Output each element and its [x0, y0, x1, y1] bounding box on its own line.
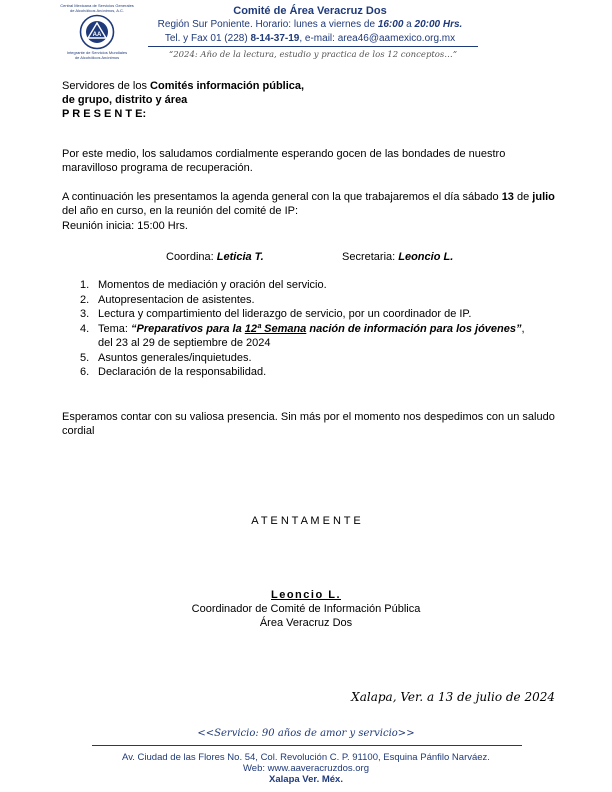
- footer-address: Av. Ciudad de las Flores No. 54, Col. Revolución C. P. 91100, Esquina Pánfilo Narváez.: [122, 752, 490, 763]
- recipient-block: [62, 79, 482, 121]
- agenda-item: [80, 307, 550, 322]
- agenda-number: 1.: [80, 279, 90, 291]
- logo-lower-line-2: de Alcohólicos Anónimos: [74, 55, 120, 60]
- recipient-prefix: Servidores de los: [62, 80, 151, 92]
- agenda-text: Asuntos generales/inquietudes.: [98, 351, 252, 364]
- schedule-from: 16:00: [377, 19, 404, 30]
- phone-prefix: Tel. y Fax 01 (228): [164, 33, 251, 44]
- secretary-name: Leoncio L.: [398, 251, 454, 263]
- intro-paragraph: Por este medio, los saludamos cordialmente esperando gocen de las bondades de nuestro maravilloso programa de recuperación.: [62, 148, 506, 174]
- meeting-start: Reunión inicia: 15:00 Hrs.: [62, 220, 188, 232]
- signer-name: Leoncio L.: [271, 589, 341, 601]
- agenda-item: [80, 322, 550, 351]
- schedule-prefix: Región Sur Poniente. Horario: lunes a viernes de: [157, 19, 378, 30]
- agenda-topic-week: 12ª Semana: [244, 322, 307, 335]
- letterhead: [140, 4, 480, 46]
- coordinator: [166, 250, 264, 264]
- meeting-month: julio: [532, 191, 555, 203]
- agenda-text: Declaración de la responsabilidad.: [98, 366, 267, 378]
- committee-title: Comité de Área Veracruz Dos: [233, 5, 387, 17]
- agenda-topic-b: nación de información para los jóvenes”: [306, 322, 522, 335]
- footer-rule: [92, 745, 522, 746]
- footer-block: [60, 752, 552, 785]
- closing-paragraph: Esperamos contar con su valiosa presencia. Sin más por el momento nos despedimos con un saludo cordial: [62, 411, 555, 437]
- meeting-day: 13: [501, 191, 514, 203]
- signature-block: [0, 588, 612, 630]
- agenda-topic-a: “Preparativos para la: [131, 322, 245, 335]
- place-date: Xalapa, Ver. a 13 de julio de 2024: [351, 690, 555, 704]
- footer-city: Xalapa Ver. Méx.: [269, 774, 343, 785]
- aa-logo-icon: [79, 14, 115, 50]
- email: , e-mail: area46@aamexico.org.mx: [299, 33, 456, 44]
- org-name-line-2: de Alcohólicos Anónimos, A.C.: [69, 8, 125, 13]
- atentamente: A T E N T A M E N T E: [251, 515, 361, 527]
- logo-lower-line-1: Integrante de Servicios Mundiales: [66, 50, 128, 55]
- agenda-number: 5.: [80, 351, 90, 364]
- agenda-topic-dates: del 23 al 29 de septiembre de 2024: [98, 337, 271, 349]
- recipient-line-2: de grupo, distrito y área: [62, 94, 188, 106]
- agenda-intro-paragraph: [62, 190, 557, 218]
- secretary: [342, 250, 453, 264]
- agenda-item: [80, 278, 550, 293]
- agenda-number: 3.: [80, 308, 90, 320]
- header-rule: [148, 46, 478, 47]
- agenda-text: Momentos de mediación y oración del servicio.: [98, 279, 327, 291]
- agenda-topic-suffix: ,: [521, 322, 525, 335]
- agenda-list: [80, 278, 550, 380]
- secretary-label: Secretaria:: [342, 251, 399, 263]
- agenda-intro-b: de: [513, 191, 533, 203]
- svg-text:AA: AA: [92, 32, 102, 38]
- coordinator-name: Leticia T.: [216, 251, 264, 263]
- signer-role: Coordinador de Comité de Información Pública: [191, 603, 421, 615]
- presente: P R E S E N T E:: [62, 108, 147, 120]
- footer-web: Web: www.aaveracruzdos.org: [242, 763, 370, 774]
- service-slogan: <<Servicio: 90 años de amor y servicio>>: [197, 728, 415, 739]
- recipient-line-1: [62, 79, 482, 93]
- agenda-number: 4.: [80, 322, 90, 335]
- schedule-to: 20:00 Hrs.: [414, 19, 463, 30]
- agenda-item: [80, 351, 550, 366]
- agenda-text: Lectura y compartimiento del liderazgo de servicio, por un coordinador de IP.: [98, 308, 472, 320]
- coordinator-label: Coordina:: [166, 251, 217, 263]
- recipient-committees: Comités información pública,: [150, 80, 305, 92]
- signer-area: Área Veracruz Dos: [259, 617, 353, 629]
- agenda-intro-c: del año en curso, en la reunión del comité de IP:: [62, 205, 299, 217]
- agenda-intro-a: A continuación les presentamos la agenda general con la que trabajaremos el día sábado: [62, 191, 502, 203]
- contact-line: [140, 32, 480, 46]
- agenda-topic-label: Tema:: [98, 322, 132, 335]
- phone-number: 8-14-37-19: [250, 33, 300, 44]
- agenda-number: 2.: [80, 293, 90, 306]
- year-motto: “2024: Año de la lectura, estudio y practica de los 12 conceptos…”: [168, 50, 458, 60]
- agenda-text: Autopresentacion de asistentes.: [98, 293, 255, 306]
- agenda-number: 6.: [80, 366, 90, 378]
- schedule-mid: a: [403, 19, 415, 30]
- org-logo-block: [56, 3, 138, 65]
- org-name-line-1: Central Mexicana de Servicios Generales: [60, 3, 134, 8]
- agenda-item: [80, 293, 550, 308]
- schedule-line: [140, 18, 480, 32]
- agenda-item: [80, 365, 550, 380]
